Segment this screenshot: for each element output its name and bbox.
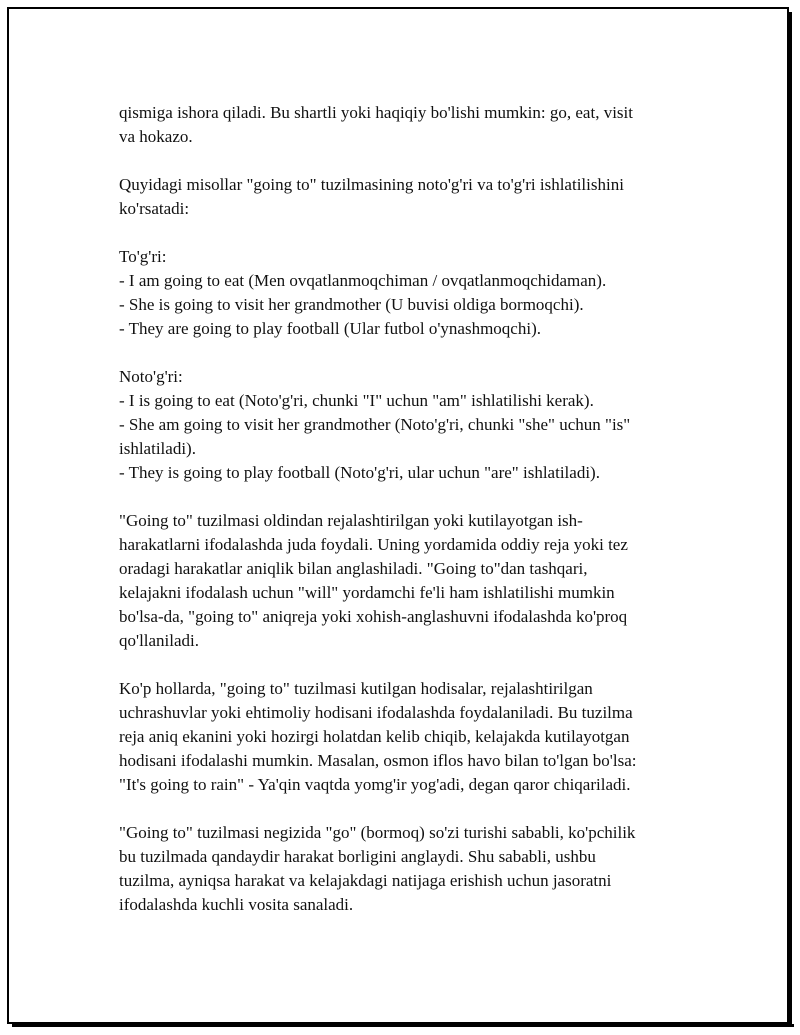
section-heading: To'g'ri:	[119, 247, 167, 266]
page-frame	[7, 7, 789, 1024]
text-line: "It's going to rain" - Ya'qin vaqtda yomg'ir yog'adi, degan qaror chiqariladi.	[119, 775, 631, 794]
text-line: bu tuzilmada qandaydir harakat borligini anglaydi. Shu sababli, ushbu	[119, 847, 596, 866]
paragraph	[119, 821, 709, 917]
text-line: bo'lsa-da, "going to" aniqreja yoki xohish-anglashuvni ifodalashda ko'proq	[119, 607, 628, 626]
paragraph	[119, 173, 709, 221]
text-line: ko'rsatadi:	[119, 199, 190, 218]
paragraph	[119, 677, 709, 797]
list-item: - They are going to play football (Ular futbol o'ynashmoqchi).	[119, 319, 541, 338]
text-line: kelajakni ifodalash uchun "will" yordamchi fe'li ham ishlatilishi mumkin	[119, 583, 615, 602]
text-line: uchrashuvlar yoki ehtimoliy hodisani ifodalashda foydalaniladi. Bu tuzilma	[119, 703, 633, 722]
correct-examples	[119, 245, 709, 341]
list-item: - I is going to eat (Noto'g'ri, chunki "I" uchun "am" ishlatilishi kerak).	[119, 391, 594, 410]
text-line: harakatlarni ifodalashda juda foydali. Uning yordamida oddiy reja yoki tez	[119, 535, 628, 554]
text-line: oradagi harakatlar aniqlik bilan anglashiladi. "Going to"dan tashqari,	[119, 559, 588, 578]
list-item: - She am going to visit her grandmother (Noto'g'ri, chunki "she" uchun "is"	[119, 415, 631, 434]
text-line: hodisani ifodalashi mumkin. Masalan, osmon iflos havo bilan to'lgan bo'lsa:	[119, 751, 637, 770]
text-line: tuzilma, ayniqsa harakat va kelajakdagi natijaga erishish uchun jasoratni	[119, 871, 612, 890]
list-item-continuation: ishlatiladi).	[119, 439, 196, 458]
text-line: ifodalashda kuchli vosita sanaladi.	[119, 895, 354, 914]
text-line: Quyidagi misollar "going to" tuzilmasining noto'g'ri va to'g'ri ishlatilishini	[119, 175, 624, 194]
section-heading: Noto'g'ri:	[119, 367, 183, 386]
document-body	[119, 101, 709, 941]
list-item: - I am going to eat (Men ovqatlanmoqchiman / ovqatlanmoqchidaman).	[119, 271, 607, 290]
list-item: - They is going to play football (Noto'g'ri, ular uchun "are" ishlatiladi).	[119, 463, 600, 482]
list-item: - She is going to visit her grandmother (U buvisi oldiga bormoqchi).	[119, 295, 584, 314]
text-line: qo'llaniladi.	[119, 631, 200, 650]
text-line: va hokazo.	[119, 127, 193, 146]
text-line: qismiga ishora qiladi. Bu shartli yoki haqiqiy bo'lishi mumkin: go, eat, visit	[119, 103, 633, 122]
paragraph	[119, 509, 709, 653]
paragraph	[119, 101, 709, 149]
text-line: "Going to" tuzilmasi negizida "go" (bormoq) so'zi turishi sababli, ko'pchilik	[119, 823, 636, 842]
incorrect-examples	[119, 365, 709, 485]
text-line: "Going to" tuzilmasi oldindan rejalashtirilgan yoki kutilayotgan ish-	[119, 511, 583, 530]
text-line: reja aniq ekanini yoki hozirgi holatdan kelib chiqib, kelajakda kutilayotgan	[119, 727, 630, 746]
text-line: Ko'p hollarda, "going to" tuzilmasi kutilgan hodisalar, rejalashtirilgan	[119, 679, 593, 698]
